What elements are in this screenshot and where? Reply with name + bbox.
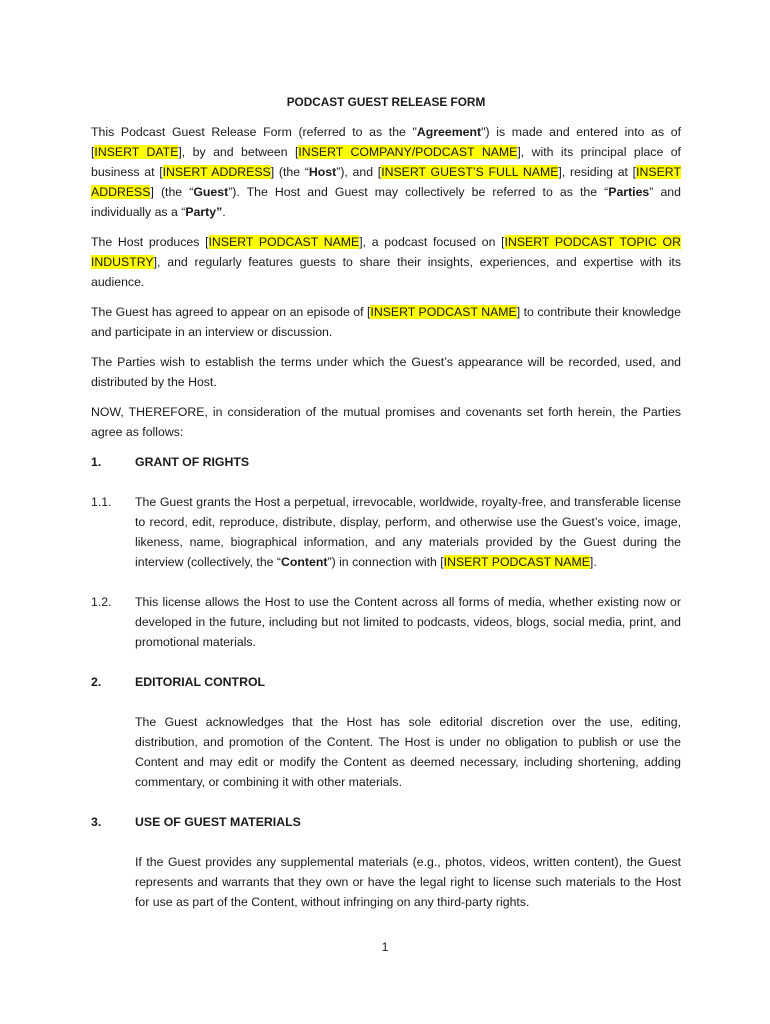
placeholder-podcast-name: INSERT PODCAST NAME <box>443 555 590 569</box>
clause-1-1 <box>91 492 681 572</box>
defined-term: Parties <box>608 185 650 199</box>
placeholder-date: INSERT DATE <box>94 145 179 159</box>
wish-paragraph: The Parties wish to establish the terms under which the Guest’s appearance will be recorded, used, and distributed by the Host. <box>91 355 681 389</box>
text: ”), and [ <box>336 165 382 179</box>
text: ], with its principal place of business at [ <box>91 145 681 179</box>
document-title: PODCAST GUEST RELEASE FORM <box>286 95 486 109</box>
defined-term: Party” <box>185 205 223 219</box>
section-2-heading <box>91 672 681 692</box>
clause-number: 1.1. <box>91 495 112 509</box>
text: The Guest grants the Host a perpetual, irrevocable, worldwide, royalty-free, and transferable license to record, edit, reproduce, distribute, display, perform, and otherwise use the Guest’s voice, image, likeness, name, biographical information, and any materials provided by the Guest during the interview (collectively, the “ <box>135 495 681 569</box>
section-title: USE OF GUEST MATERIALS <box>135 815 301 829</box>
text: ], and regularly features guests to share their insights, experiences, and expertise with its audience. <box>91 255 681 289</box>
agreed-paragraph <box>91 302 681 342</box>
text: The Guest has agreed to appear on an episode of [ <box>91 305 371 319</box>
text: ], a podcast focused on [ <box>359 235 505 249</box>
text: ] (the “ <box>270 165 309 179</box>
clause-text <box>135 492 681 572</box>
text: The Host produces [ <box>91 235 209 249</box>
text: ], residing at [ <box>558 165 637 179</box>
placeholder-address: INSERT ADDRESS <box>162 165 271 179</box>
intro-paragraph <box>91 122 681 222</box>
placeholder-guest-name: INSERT GUEST’S FULL NAME <box>381 165 559 179</box>
defined-term: Content <box>281 555 328 569</box>
defined-term: Agreement <box>416 125 482 139</box>
defined-term: Guest <box>193 185 229 199</box>
section-1-heading <box>91 452 681 472</box>
text: This Podcast Guest Release Form (referred to as the " <box>91 125 417 139</box>
section-3-text: If the Guest provides any supplemental materials (e.g., photos, videos, written content), the Guest represents and warrants that they own or have the legal right to license such materials to the Host for use as part of the Content, without infringing on any third-party rights. <box>135 855 681 909</box>
placeholder-podcast-name: INSERT PODCAST NAME <box>370 305 517 319</box>
section-number: 1. <box>91 455 102 469</box>
section-2-text: The Guest acknowledges that the Host has sole editorial discretion over the use, editing, distribution, and promotion of the Content. The Host is under no obligation to publish or use the Content and may edit or modify the Content as deemed necessary, including shortening, adding commentary, or combining it with other materials. <box>135 715 681 789</box>
defined-term: Host <box>308 165 337 179</box>
section-title: EDITORIAL CONTROL <box>135 675 266 689</box>
now-therefore-paragraph: NOW, THEREFORE, in consideration of the mutual promises and covenants set forth herein, the Parties agree as follows: <box>91 405 681 439</box>
text: ”). The Host and Guest may collectively be referred to as the “ <box>228 185 609 199</box>
clause-text: This license allows the Host to use the Content across all forms of media, whether existing now or developed in the future, including but not limited to podcasts, videos, blogs, social media, print, and promotional materials. <box>135 595 681 649</box>
placeholder-company: INSERT COMPANY/PODCAST NAME <box>298 145 518 159</box>
text: ") is made and entered into as of [ <box>91 125 681 159</box>
text: ], by and between [ <box>178 145 299 159</box>
text: . <box>222 205 226 219</box>
text: ] to contribute their knowledge and participate in an interview or discussion. <box>91 305 681 339</box>
section-number: 2. <box>91 675 102 689</box>
page-number: 1 <box>381 940 389 954</box>
placeholder-address: INSERT ADDRESS <box>91 165 681 199</box>
placeholder-podcast-name: INSERT PODCAST NAME <box>208 235 360 249</box>
text: ”) in connection with [ <box>327 555 444 569</box>
placeholder-topic: INSERT PODCAST TOPIC OR INDUSTRY <box>91 235 681 269</box>
produces-paragraph <box>91 232 681 292</box>
text: ]. <box>589 555 597 569</box>
text: ] (the “ <box>150 185 194 199</box>
section-number: 3. <box>91 815 102 829</box>
section-title: GRANT OF RIGHTS <box>135 455 250 469</box>
clause-number: 1.2. <box>91 595 112 609</box>
clause-1-2 <box>91 592 681 652</box>
document-body <box>91 92 681 912</box>
section-3-heading <box>91 812 681 832</box>
text: ” and individually as a “ <box>91 185 681 219</box>
